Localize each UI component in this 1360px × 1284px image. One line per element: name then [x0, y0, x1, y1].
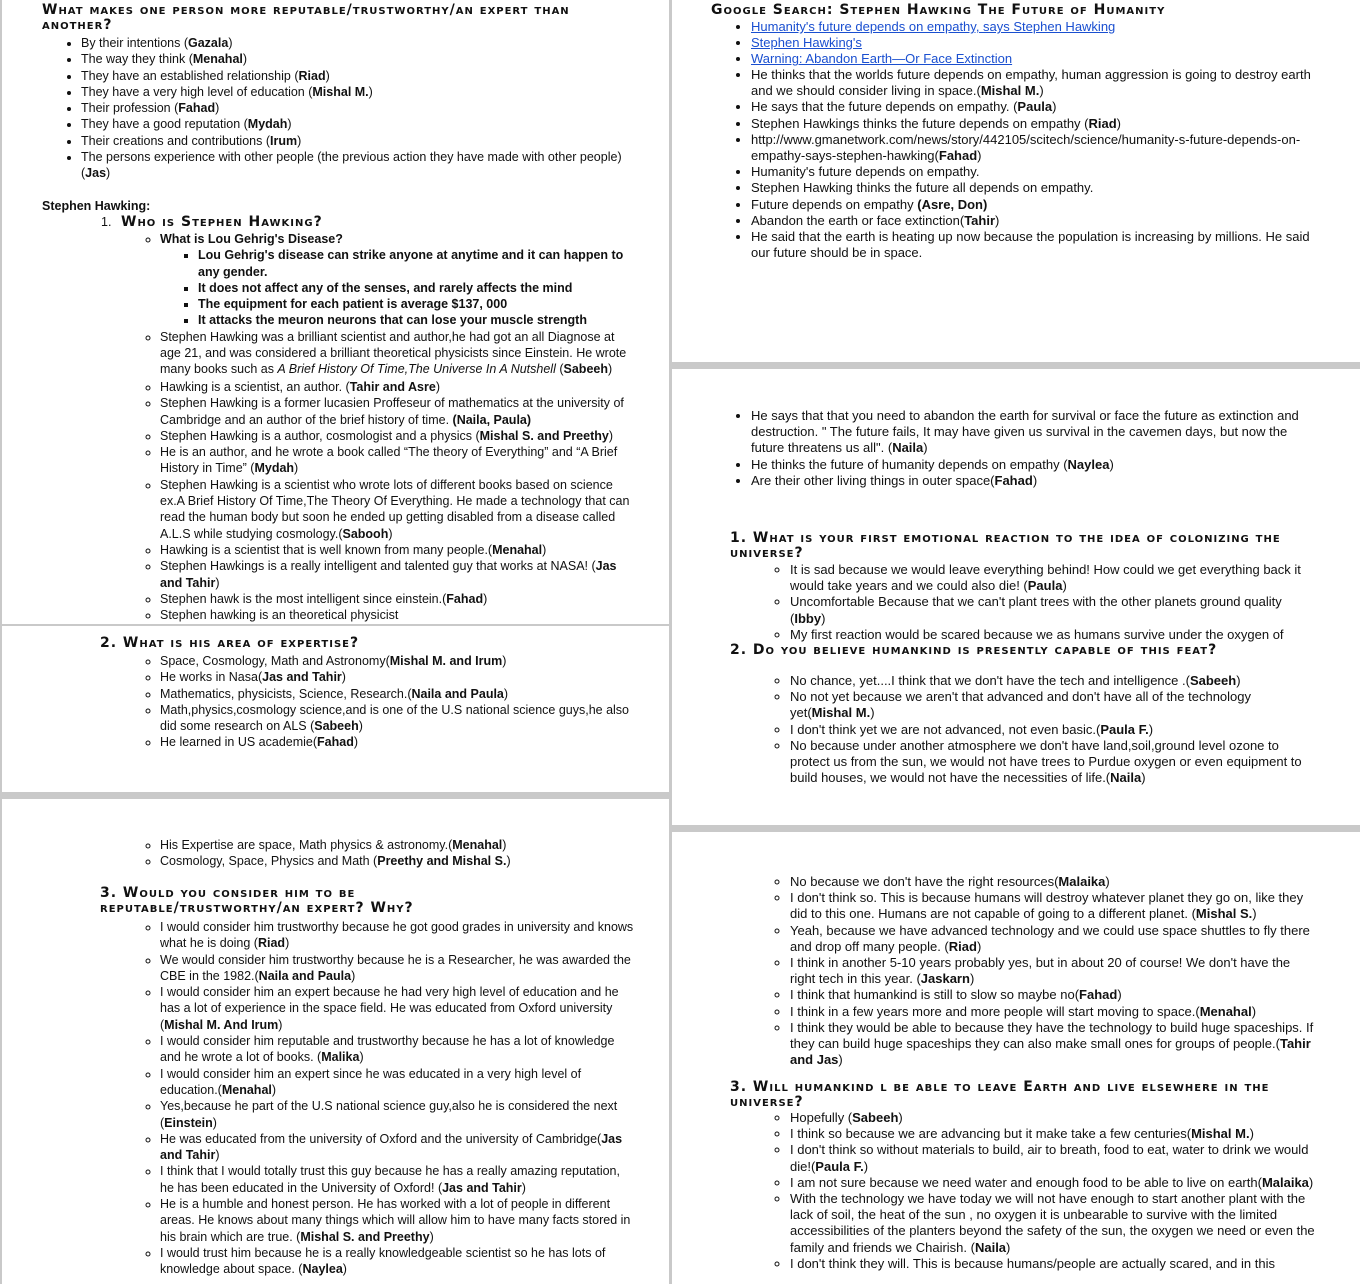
- page-left-middle: [2, 626, 669, 792]
- question-heading: 3. Would you consider him to be reputable/trustworthy/an expert? Why?: [100, 885, 414, 916]
- list-item: • By their intentions (Gazala): [81, 35, 636, 51]
- answer-list: [790, 673, 1315, 786]
- page-right-middle: [672, 369, 1360, 825]
- list-item: • He thinks that the worlds future depends on empathy, human aggression is going to destroy earth and we should consider living in space.(Mishal M.): [751, 67, 1316, 99]
- list-item: ◦ Hawking is a scientist, an author. (Tahir and Asre): [160, 379, 635, 395]
- list-item: ◦ With the technology we have today we will not have enough to start another plant with the lack of soil, the heat of the sun , no oxygen it is unbearable to survive with the limited accessibilities of the planters beyond the safety of the sun, the oxygen we need or even the family and friends we Chairish. (Naila): [790, 1191, 1315, 1256]
- list-item: • Stephen Hawking thinks the future all depends on empathy.: [751, 180, 1316, 196]
- answer-list: [790, 562, 1315, 643]
- list-item: ◦ I would consider him an expert since he was educated in a very high level of education.(Menahal): [160, 1066, 635, 1099]
- list-item: ◦ He was educated from the university of Oxford and the university of Cambridge(Jas and Tahir): [160, 1131, 635, 1164]
- list-item: ◦ His Expertise are space, Math physics & astronomy.(Menahal): [160, 837, 635, 853]
- page-left-bottom: [2, 799, 669, 1284]
- list-item: ◦ I don't think so without materials to build, air to breath, food to eat, water to drink we would die!(Paula F.): [790, 1142, 1315, 1174]
- answer-list: [790, 874, 1315, 1068]
- list-item: • He says that the future depends on empathy. (Paula): [751, 99, 1316, 115]
- list-item: ◦ I would consider him reputable and trustworthy because he has a lot of knowledge and he wrote a lot of books. (Malika): [160, 1033, 635, 1066]
- list-item: ▪ The equipment for each patient is average $137, 000: [198, 296, 635, 312]
- list-item: [751, 35, 1311, 51]
- list-item: ◦ Space, Cosmology, Math and Astronomy(Mishal M. and Irum): [160, 653, 635, 669]
- answer-list: [160, 231, 635, 378]
- list-item: ◦ Uncomfortable Because that we can't plant trees with the other planets ground quality (Ibby): [790, 594, 1315, 626]
- list-item: • The persons experience with other people (the previous action they have made with other people) (Jas): [81, 149, 636, 182]
- list-item: ◦ Cosmology, Space, Physics and Math (Preethy and Mishal S.): [160, 853, 635, 869]
- answer-list: [160, 837, 635, 870]
- list-item: • He says that that you need to abandon the earth for survival or face the future as extinction and destruction. " The future fails, It may have given us survival in the cavemen days, but now the future threatens us all". (Naila): [751, 408, 1316, 457]
- list-item: ◦ He is a humble and honest person. He has worked with a lot of people in different areas. He knows about many things which will allow him to have many facts stored in his brain which are true. (Mishal S. and Preethy): [160, 1196, 635, 1245]
- list-item: ◦ Hopefully (Sabeeh): [790, 1110, 1315, 1126]
- list-item: ◦ I don't think yet we are not advanced, not even basic.(Paula F.): [790, 722, 1315, 738]
- list-item: ◦ Stephen Hawking is a author, cosmologist and a physics (Mishal S. and Preethy): [160, 428, 635, 444]
- list-item: ◦ Yeah, because we have advanced technology and we could use space shuttles to fly there and drop off many people. (Riad): [790, 923, 1315, 955]
- list-item: ▪ Lou Gehrig's disease can strike anyone at anytime and it can happen to any gender.: [198, 247, 635, 280]
- list-item: ◦ We would consider him trustworthy because he is a Researcher, he was awarded the CBE in the 1982.(Naila and Paula): [160, 952, 635, 985]
- list-item: ◦ No because we don't have the right resources(Malaika): [790, 874, 1315, 890]
- page-right-top: [672, 0, 1360, 362]
- list-item: • http://www.gmanetwork.com/news/story/442105/scitech/science/humanity-s-future-depends-on-empathy-says-stephen-hawking(Fahad): [751, 132, 1316, 164]
- list-item: ◦ No because under another atmosphere we don't have land,soil,ground level ozone to protect us from the sun, we would not have trees to Purdue oxygen or even equipment to build houses, we would not have the necessities of life.(Naila): [790, 738, 1315, 787]
- article-link[interactable]: Humanity's future depends on empathy, says Stephen Hawking: [751, 19, 1116, 34]
- question-heading: Google Search: Stephen Hawking The Future of Humanity: [711, 2, 1166, 18]
- list-item: ▪ It attacks the meuron neurons that can lose your muscle strength: [198, 312, 635, 328]
- list-item: ◦ He is an author, and he wrote a book called “The theory of Everything” and “A Brief History in Time” (Mydah): [160, 444, 635, 477]
- list-item: ◦ He learned in US academie(Fahad): [160, 734, 635, 750]
- list-item: ◦ I think in another 5-10 years probably yes, but in about 20 of course! We don't have the right tech in this year. (Jaskarn): [790, 955, 1315, 987]
- question-heading: 1. What is your first emotional reaction to the idea of colonizing the universe?: [730, 530, 1281, 561]
- list-item: • He said that the earth is heating up now because the population is increasing by millions. He said our future should be in space.: [751, 229, 1316, 261]
- answer-list: [751, 67, 1316, 261]
- list-item: ◦ I think that I would totally trust this guy because he has a really amazing reputation, he has been educated in the University of Oxford! (Jas and Tahir): [160, 1163, 635, 1196]
- article-link[interactable]: Warning: Abandon Earth—Or Face Extinction: [751, 51, 1013, 67]
- list-item: ◦ Math,physics,cosmology science,and is one of the U.S national science guys,he also did some research on ALS (Sabeeh): [160, 702, 635, 735]
- answer-list: [751, 19, 1311, 68]
- question-heading: What makes one person more reputable/trustworthy/an expert than another?: [42, 2, 570, 33]
- list-item: ▪ It does not affect any of the senses, and rarely affects the mind: [198, 280, 635, 296]
- list-item: ◦ Stephen Hawking is a former lucasien Proffeseur of mathematics at the university of Cambridge and an author of the brief history of time. (Naila, Paula): [160, 395, 635, 428]
- list-item: ◦ My first reaction would be scared because we as humans survive under the oxygen of: [790, 627, 1315, 643]
- list-item: ◦ I think they would be able to because they have the technology to build huge spaceships. If they can build huge spaceships they can also make small ones for groups of people.(Tahir and Jas): [790, 1020, 1315, 1069]
- list-item: • They have a very high level of education (Mishal M.): [81, 84, 636, 100]
- list-item: ◦ I would consider him an expert because he had very high level of education and he has a lot of experience in the space field. He was educated from Oxford university (Mishal M. And Irum): [160, 984, 635, 1033]
- answer-list: [751, 408, 1316, 489]
- list-item: • Their creations and contributions (Irum): [81, 133, 636, 149]
- question-heading: 3. Will humankind l be able to leave Earth and live elsewhere in the universe?: [730, 1079, 1270, 1110]
- sub-list: [160, 247, 635, 328]
- list-item: ◦ No not yet because we aren't that advanced and don't have all of the technology yet(Mishal M.): [790, 689, 1315, 721]
- list-item: • He thinks the future of humanity depends on empathy (Naylea): [751, 457, 1316, 473]
- list-item: • Future depends on empathy (Asre, Don): [751, 197, 1316, 213]
- answer-list: [790, 1110, 1315, 1272]
- list-item: ◦ No chance, yet....I think that we don't have the tech and intelligence .(Sabeeh): [790, 673, 1315, 689]
- section-label: Stephen Hawking:: [42, 199, 151, 213]
- list-item: ◦ What is Lou Gehrig's Disease? ▪ Lou Gehrig's disease can strike anyone at anytime and it can happen to any gender. ▪ It does not affect any of the senses, and rarely affects the mind ▪ The equipment for each patient is average $137, 000 ▪ It attacks the meuron neurons that can lose your muscle strength: [160, 231, 635, 329]
- list-item: ◦ I think that humankind is still to slow so maybe no(Fahad): [790, 987, 1315, 1003]
- list-item: • Humanity's future depends on empathy.: [751, 164, 1316, 180]
- list-item: ◦ Hawking is a scientist that is well known from many people.(Menahal): [160, 542, 635, 558]
- list-item: • They have a good reputation (Mydah): [81, 116, 636, 132]
- list-item: ◦ Stephen Hawkings is a really intelligent and talented guy that works at NASA! (Jas and Tahir): [160, 558, 635, 591]
- list-item: ◦ I would trust him because he is a really knowledgeable scientist so he has lots of knowledge about space. (Naylea): [160, 1245, 635, 1278]
- list-item: ◦ I would consider him trustworthy because he got good grades in university and knows what he is doing (Riad): [160, 919, 635, 952]
- list-item: ◦ It is sad because we would leave everything behind! How could we get everything back it would take years and we could also die! (Paula): [790, 562, 1315, 594]
- question-heading: 2. What is his area of expertise?: [100, 635, 360, 651]
- list-item: ◦ Stephen Hawking was a brilliant scientist and author,he had got an all Diagnose at age 21, and was considered a brilliant theoretical physicists since Einstein. He wrote many books such as A Brief History Of Time,The Universe In A Nutshell (Sabeeh): [160, 329, 635, 378]
- list-number: 1.: [101, 215, 112, 229]
- list-item: [751, 51, 1311, 67]
- list-item: • The way they think (Menahal): [81, 51, 636, 67]
- answer-list: [160, 653, 635, 751]
- list-item: ◦ I think in a few years more and more people will start moving to space.(Menahal): [790, 1004, 1315, 1020]
- answer-list: [81, 35, 636, 182]
- list-item: • Are their other living things in outer space(Fahad): [751, 473, 1316, 489]
- list-item: ◦ Mathematics, physicists, Science, Research.(Naila and Paula): [160, 686, 635, 702]
- article-link[interactable]: Stephen Hawking's: [751, 35, 862, 51]
- list-item: • They have an established relationship (Riad): [81, 68, 636, 84]
- page-left-top: [2, 0, 669, 624]
- list-item: ◦ I think so because we are advancing but it make take a few centuries(Mishal M.): [790, 1126, 1315, 1142]
- list-item: ◦ I don't think so. This is because humans will destroy whatever planet they go on, like they did to this one. Humans are not capable of going to a different planet. (Mishal S.): [790, 890, 1315, 922]
- list-item: ◦ Stephen Hawking is a scientist who wrote lots of different books based on science ex.A Brief History Of Time,The Theory Of Everything. He made a technology that can read the human body but soon he ended up getting disabled from a disease called A.L.S while studying cosmology.(Sabooh): [160, 477, 635, 542]
- list-item: ◦ I don't think they will. This is because humans/people are actually scared, and in this: [790, 1256, 1315, 1272]
- answer-list: [160, 379, 635, 623]
- list-item: • Stephen Hawkings thinks the future depends on empathy (Riad): [751, 116, 1316, 132]
- question-heading: 2. Do you believe humankind is presently capable of this feat?: [730, 642, 1218, 658]
- question-heading: Who is Stephen Hawking?: [121, 214, 323, 230]
- list-item: ◦ He works in Nasa(Jas and Tahir): [160, 669, 635, 685]
- list-item: ◦ I am not sure because we need water and enough food to be able to live on earth(Malaika): [790, 1175, 1315, 1191]
- answer-list: [160, 919, 635, 1278]
- page-right-bottom: [672, 832, 1360, 1284]
- list-item: ◦ Yes,because he part of the U.S national science guy,also he is considered the next (Einstein): [160, 1098, 635, 1131]
- list-item: ◦ Stephen hawking is an theoretical physicist: [160, 607, 635, 623]
- list-item: ◦ Stephen hawk is the most intelligent since einstein.(Fahad): [160, 591, 635, 607]
- list-item: [751, 19, 1311, 35]
- list-item: • Abandon the earth or face extinction(Tahir): [751, 213, 1316, 229]
- list-item: • Their profession (Fahad): [81, 100, 636, 116]
